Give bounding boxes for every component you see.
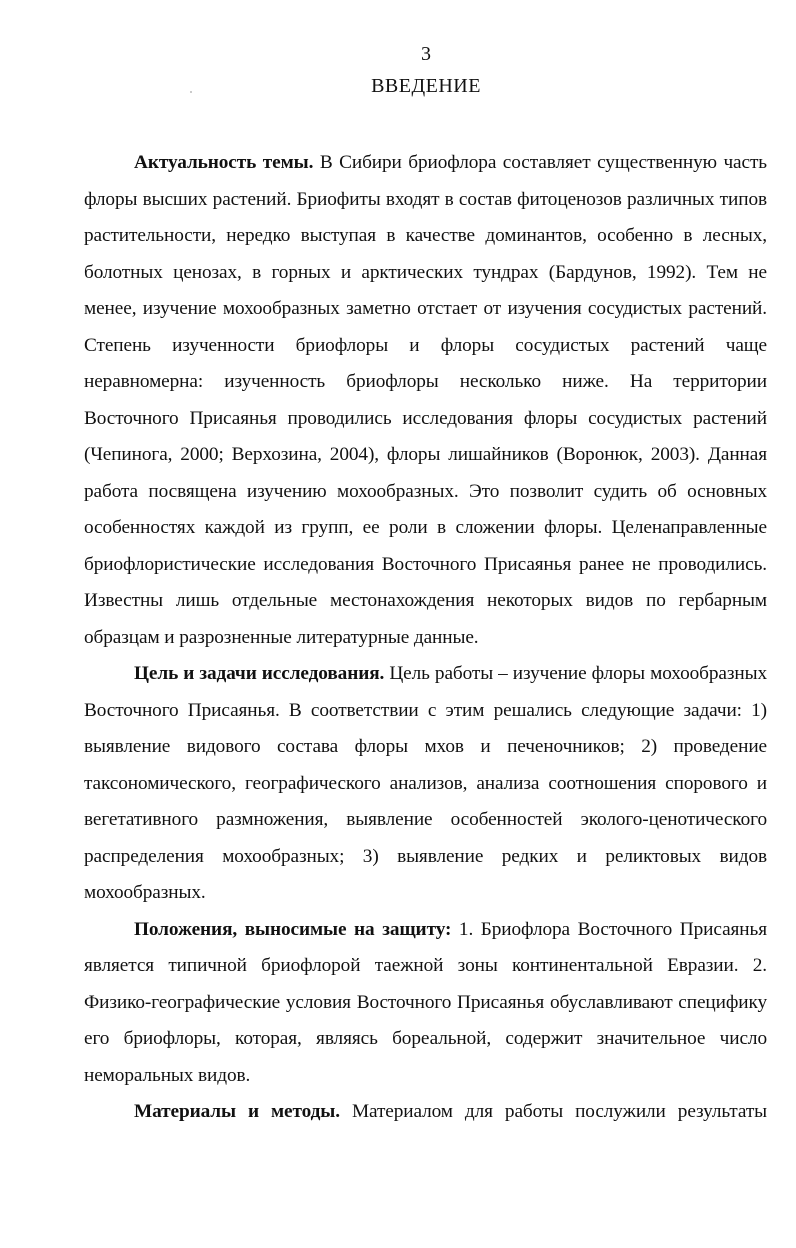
paragraph-relevance: [84, 145, 767, 656]
paragraph-goals: [84, 656, 767, 912]
paragraph-defense-statements: [84, 912, 767, 1095]
paragraph-text: Цель работы – изучение флоры мохообразных Восточного Присаянья. В соответствии с этим решались следующие задачи: 1) выявление видового состава флоры мхов и печеночников; 2) проведение таксономического, географического анализов, анализа соотношения спорового и вегетативного размножения, выявление особенностей эколого-ценотического распределения мохообразных; 3) выявление редких и реликтовых видов мохообразных.: [84, 663, 767, 903]
page-title: ВВЕДЕНИЕ: [371, 75, 481, 97]
document-body: [84, 145, 767, 1131]
paragraph-text: 1. Бриофлора Восточного Присаянья является типичной бриофлорой таежной зоны континентальной Евразии. 2. Физико-географические условия Восточного Присаянья обуславливают специфику его бриофлоры, которая, являясь бореальной, содержит значительное число неморальных видов.: [84, 918, 767, 1086]
paragraph-heading: Актуальность темы.: [134, 152, 314, 173]
paragraph-heading: Материалы и методы.: [134, 1101, 340, 1122]
paragraph-heading: Цель и задачи исследования.: [134, 663, 385, 684]
paragraph-heading: Положения, выносимые на защиту:: [134, 918, 452, 940]
paragraph-text: Материалом для работы послужили результаты: [351, 1101, 767, 1122]
paragraph-text: В Сибири бриофлора составляет существенную часть флоры высших растений. Бриофиты входят в состав фитоценозов различных типов растительности, нередко выступая в качестве доминантов, особенно в лесных, болотных ценозах, в горных и арктических тундрах (Бардунов, 1992). Тем не менее, изучение мохообразных заметно отстает от изучения сосудистых растений. Степень изученности бриофлоры и флоры сосудистых растений чаще неравномерна: изученность бриофлоры несколько ниже. На территории Восточного Присаянья проводились исследования флоры сосудистых растений (Чепинога, 2000; Верхозина, 2004), флоры лишайников (Воронюк, 2003). Данная работа посвящена изучению мохообразных. Это позволит судить об основных особенностях каждой из групп, ее роли в сложении флоры. Целенаправленные бриофлористические исследования Восточного Присаянья ранее не проводились. Известны лишь отдельные местонахождения некоторых видов по гербарным образцам и разрозненные литературные данные.: [84, 152, 767, 648]
paragraph-materials-methods: [84, 1094, 767, 1131]
page-number: 3: [421, 43, 431, 65]
